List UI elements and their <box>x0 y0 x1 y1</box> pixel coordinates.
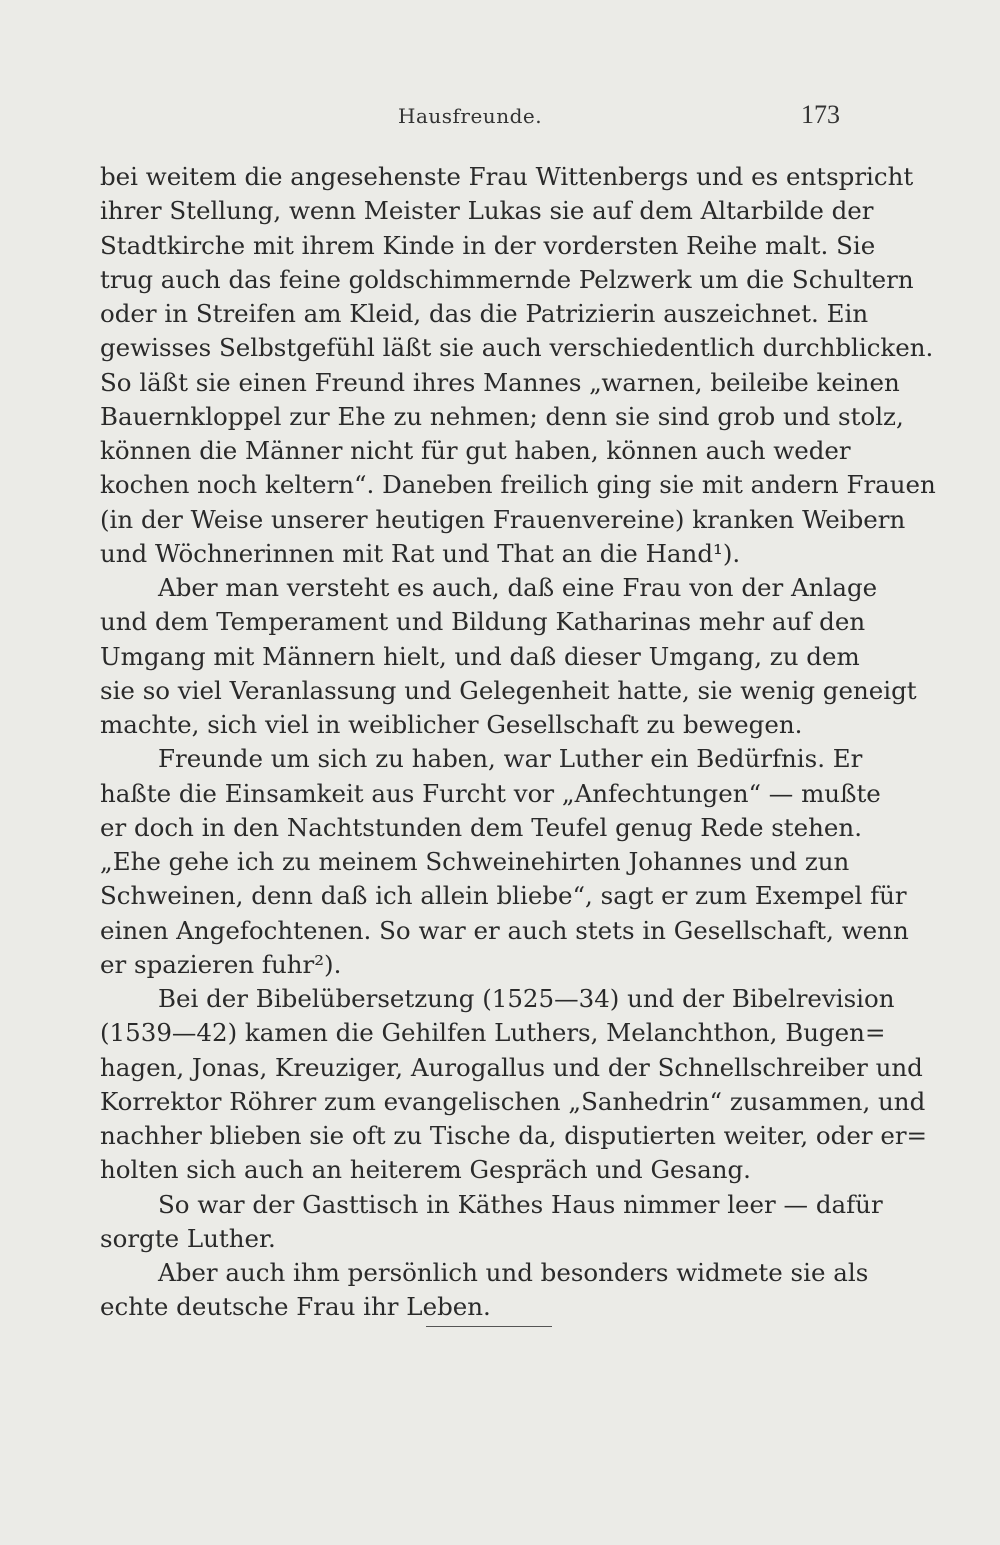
text-line: ihrer Stellung, wenn Meister Lukas sie auf dem Altarbilde der <box>100 196 874 226</box>
text-line: bei weitem die angesehenste Frau Wittenbergs und es entspricht <box>100 162 914 191</box>
running-head: Hausfreunde. <box>398 104 543 128</box>
text-line: Aber man versteht es auch, daß eine Frau von der Anlage <box>158 573 878 602</box>
text-line: machte, sich viel in weiblicher Gesellschaft zu bewegen. <box>100 710 803 739</box>
text-line: oder in Streifen am Kleid, das die Patrizierin auszeichnet. Ein <box>100 299 869 328</box>
text-line: und dem Temperament und Bildung Katharinas mehr auf den <box>100 607 866 637</box>
text-line: Freunde um sich zu haben, war Luther ein Bedürfnis. Er <box>158 744 863 774</box>
text-line: und Wöchnerinnen mit Rat und That an die Hand¹). <box>100 538 741 568</box>
text-line: er spazieren fuhr²). <box>100 949 342 979</box>
text-line: sie so viel Veranlassung und Gelegenheit hatte, sie wenig geneigt <box>100 675 917 705</box>
text-line: hagen, Jonas, Kreuziger, Aurogallus und der Schnellschreiber und <box>100 1052 923 1082</box>
text-line: trug auch das feine goldschimmernde Pelzwerk um die Schultern <box>100 264 914 294</box>
text-line: Aber auch ihm persönlich und besonders widmete sie als <box>158 1258 869 1287</box>
text-line: Korrektor Röhrer zum evangelischen „Sanhedrin“ zusammen, und <box>100 1086 926 1116</box>
text-line: So war der Gasttisch in Käthes Haus nimmer leer — dafür <box>158 1189 883 1219</box>
text-line: (in der Weise unserer heutigen Frauenvereine) kranken Weibern <box>100 504 906 534</box>
text-line: haßte die Einsamkeit aus Furcht vor „Anfechtungen“ — mußte <box>100 778 881 808</box>
text-line: er doch in den Nachtstunden dem Teufel genug Rede stehen. <box>100 812 862 842</box>
text-line: holten sich auch an heiterem Gespräch und Gesang. <box>100 1155 751 1185</box>
text-line: So läßt sie einen Freund ihres Mannes „warnen, beileibe keinen <box>100 367 900 397</box>
text-line: (1539—42) kamen die Gehilfen Luthers, Melanchthon, Bugen= <box>100 1018 886 1048</box>
text-line: können die Männer nicht für gut haben, können auch weder <box>100 436 851 465</box>
text-line: Stadtkirche mit ihrem Kinde in der vordersten Reihe malt. Sie <box>100 230 876 260</box>
text-line: echte deutsche Frau ihr Leben. <box>100 1292 491 1322</box>
text-line: Bauernkloppel zur Ehe zu nehmen; denn sie sind grob und stolz, <box>100 401 904 431</box>
text-line: einen Angefochtenen. So war er auch stets in Gesellschaft, wenn <box>100 915 909 945</box>
text-line: Schweinen, denn daß ich allein bliebe“, sagt er zum Exempel für <box>100 881 907 911</box>
text-line: nachher blieben sie oft zu Tische da, disputierten weiter, oder er= <box>100 1121 928 1150</box>
body-text <box>100 160 936 1325</box>
text-line: „Ehe gehe ich zu meinem Schweinehirten Johannes und zun <box>100 847 850 876</box>
page-header <box>100 100 840 140</box>
text-line: kochen noch keltern“. Daneben freilich ging sie mit andern Frauen <box>100 470 936 500</box>
text-line: Bei der Bibelübersetzung (1525—34) und der Bibelrevision <box>158 984 895 1013</box>
text-line: sorgte Luther. <box>100 1223 276 1253</box>
text-line: gewisses Selbstgefühl läßt sie auch verschiedentlich durchblicken. <box>100 333 934 363</box>
page-number: 173 <box>801 100 840 129</box>
section-rule <box>426 1326 552 1327</box>
text-line: Umgang mit Männern hielt, und daß dieser Umgang, zu dem <box>100 641 860 671</box>
